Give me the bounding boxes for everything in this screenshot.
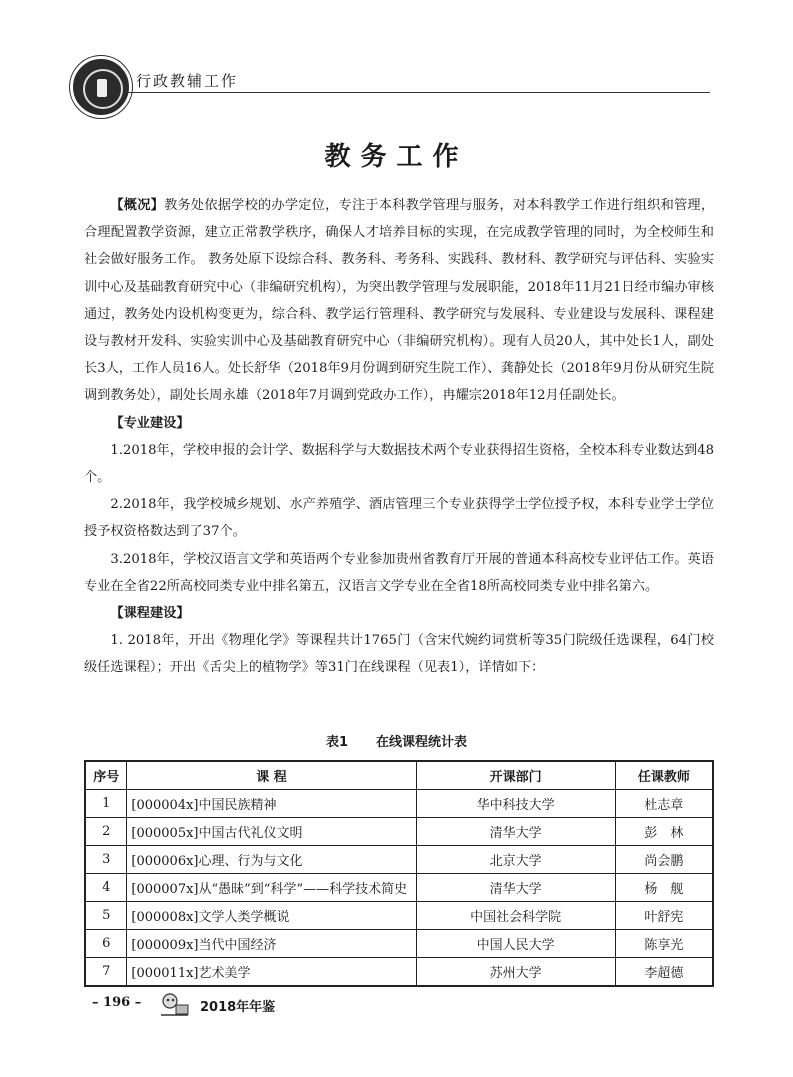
cell-teacher: 杨 舰 [615, 874, 713, 902]
table-title: 在线课程统计表 [376, 735, 468, 750]
cell-index: 2 [85, 818, 127, 846]
heading-major-construction: 【专业建设】 [110, 415, 190, 431]
cell-teacher: 杜志章 [615, 790, 713, 818]
cell-index: 6 [85, 930, 127, 958]
cell-department: 华中科技大学 [416, 790, 615, 818]
cell-course: [000006x]心理、行为与文化 [127, 846, 416, 874]
cell-department: 北京大学 [416, 846, 615, 874]
section-name: 行政教辅工作 [136, 72, 239, 90]
cell-department: 清华大学 [416, 818, 615, 846]
table-row [85, 790, 713, 818]
table-row [85, 930, 713, 958]
heading-course-construction: 【课程建设】 [110, 606, 190, 622]
article-body [84, 192, 714, 682]
cell-department: 清华大学 [416, 874, 615, 902]
table-row [85, 902, 713, 930]
table-row [85, 874, 713, 902]
paragraph-course-1: 1. 2018年，开出《物理化学》等课程共计1765门（含宋代婉约词赏析等35门院级任选课程，64门校级任选课程）；开出《舌尖上的植物学》等31门在线课程（见表1），详情如下： [84, 633, 714, 676]
university-logo [70, 56, 132, 118]
paragraph-overview: 【概况】教务处依据学校的办学定位，专注于本科教学管理与服务，对本科教学工作进行组织和管理，合理配置教学资源，建立正常教学秩序，确保人才培养目标的实现，在完成教学管理的同时，为全校师生和社会做好服务工作。 教务处原下设综合科、教务科、考务科、实践科、教材科、教学研究与评估科、实验实训中心及基础教育研究中心（非编研究机构），为突出教学管理与发展职能，2018年11月21日经市编办审核通过，教务处内设机构变更为，综合科、教学运行管理科、教学研究与发展科、专业建设与发展科、课程建设与教材开发科、实验实训中心及基础教育研究中心（非编研究机构）。现有人员20人，其中处长1人，副处长3人，工作人员16人。处长舒华（2018年9月份调到研究生院工作）、龚静处长（2018年9月份从研究生院调到教务处），副处长周永雄（2018年7月调到党政办工作），冉耀宗2018年12月任副处长。 [84, 198, 715, 404]
table-number: 表1 [325, 735, 349, 750]
page-header [70, 56, 710, 96]
cell-course: [000007x]从“愚昧”到“科学”——科学技术简史 [127, 874, 416, 902]
page-title: 教务工作 [324, 142, 469, 172]
mascot-icon [158, 991, 192, 1017]
online-course-table [84, 760, 714, 987]
yearbook-label: 2018年年鉴 [200, 1000, 276, 1015]
cell-department: 中国人民大学 [416, 930, 615, 958]
cell-teacher: 彭 林 [615, 818, 713, 846]
header-index: 序号 [85, 761, 127, 790]
cell-course: [000009x]当代中国经济 [127, 930, 416, 958]
cell-index: 5 [85, 902, 127, 930]
cell-teacher: 陈享光 [615, 930, 713, 958]
page-footer [92, 991, 392, 1021]
header-rule [128, 92, 710, 93]
cell-department: 苏州大学 [416, 958, 615, 987]
paragraph-major-3: 3.2018年，学校汉语言文学和英语两个专业参加贵州省教育厅开展的普通本科高校专业评估工作。英语专业在全省22所高校同类专业中排名第五，汉语言文学专业在全省18所高校同类专业中排名第六。 [84, 551, 714, 594]
table-row [85, 818, 713, 846]
cell-teacher: 叶舒宪 [615, 902, 713, 930]
cell-teacher: 尚会鹏 [615, 846, 713, 874]
page-number: – 196 – [92, 995, 142, 1010]
paragraph-major-1: 1.2018年，学校申报的会计学、数据科学与大数据技术两个专业获得招生资格，全校本科专业数达到48个。 [84, 442, 714, 486]
cell-course: [000008x]文学人类学概说 [127, 902, 416, 930]
cell-department: 中国社会科学院 [416, 902, 615, 930]
cell-index: 4 [85, 874, 127, 902]
header-teacher: 任课教师 [615, 761, 713, 790]
cell-course: [000005x]中国古代礼仪文明 [127, 818, 416, 846]
cell-course: [000011x]艺术美学 [127, 958, 416, 987]
header-course: 课 程 [127, 761, 416, 790]
table-row [85, 846, 713, 874]
table-row [85, 958, 713, 987]
cell-course: [000004x]中国民族精神 [127, 790, 416, 818]
table-caption [0, 731, 793, 750]
cell-index: 3 [85, 846, 127, 874]
cell-index: 7 [85, 958, 127, 987]
cell-index: 1 [85, 790, 127, 818]
cell-teacher: 李超德 [615, 958, 713, 987]
table-header-row [85, 761, 713, 790]
header-department: 开课部门 [416, 761, 615, 790]
paragraph-major-2: 2.2018年，我学校城乡规划、水产养殖学、酒店管理三个专业获得学士学位授予权，本科专业学士学位授予权资格数达到了37个。 [84, 497, 714, 540]
